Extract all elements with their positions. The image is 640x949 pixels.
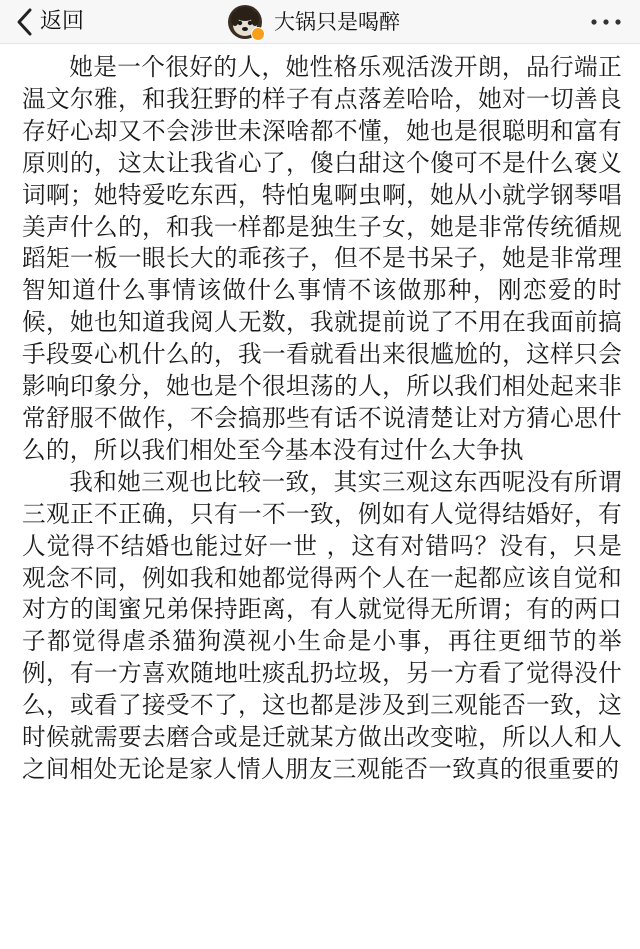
author-name[interactable]: 大锅只是喝醉 bbox=[274, 10, 400, 34]
post-content bbox=[22, 52, 622, 786]
avatar[interactable] bbox=[228, 5, 262, 39]
chevron-left-icon bbox=[14, 7, 36, 37]
more-options-button[interactable] bbox=[586, 10, 626, 34]
post-author[interactable] bbox=[228, 3, 400, 41]
more-dots-icon bbox=[586, 10, 626, 34]
post-paragraph: 我和她三观也比较一致，其实三观这东西呢没有所谓三观正不正确，只有一不一致，例如有人觉得结婚好，有人觉得不结婚也能过好一世 ，这有对错吗？没有，只是观念不同，例如我和她都觉得两个人在一起都应该自觉和对方的闺蜜兄弟保持距离，有人就觉得无所谓；有的两口子都觉得虐杀猫狗漠视小生命是小事，再往更细节的举例，有一方喜欢随地吐痰乱扔垃圾，另一方看了觉得没什么，或看了接受不了，这也都是涉及到三观能否一致，这时候就需要去磨合或是迁就某方做出改变啦，所以人和人之间相处无论是家人情人朋友三观能否一致真的很重要的 bbox=[22, 467, 622, 783]
post-paragraph: 她是一个很好的人，她性格乐观活泼开朗，品行端正温文尔雅，和我狂野的样子有点落差哈哈，她对一切善良存好心却又不会涉世未深啥都不懂，她也是很聪明和富有原则的，这太让我省心了，傻白甜这个傻可不是什么褒义词啊；她特爱吃东西，特怕鬼啊虫啊，她从小就学钢琴唱美声什么的，和我一样都是独生子女，她是非常传统循规蹈矩一板一眼长大的乖孩子，但不是书呆子，她是非常理智知道什么事情该做什么事情不该做那种，刚恋爱的时候，她也知道我阅人无数，我就提前说了不用在我面前搞手段耍心机什么的，我一看就看出来很尴尬的，这样只会影响印象分，她也是个很坦荡的人，所以我们相处起来非常舒服不做作，不会搞那些有话不说清楚让对方猜心思什么的，所以我们相处至今基本没有过什么大争执 bbox=[22, 53, 622, 464]
back-button[interactable] bbox=[14, 5, 84, 39]
top-nav-bar bbox=[0, 0, 640, 44]
verified-badge-icon bbox=[251, 27, 265, 41]
back-label: 返回 bbox=[40, 9, 85, 34]
